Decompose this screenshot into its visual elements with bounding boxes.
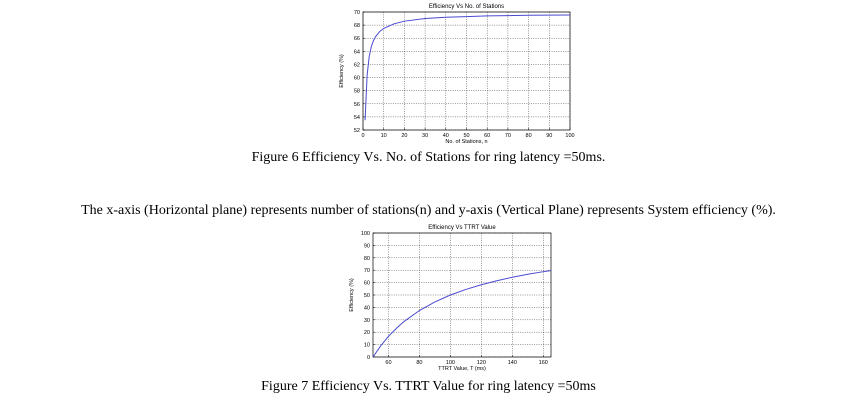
- x-tick-label: 140: [507, 360, 517, 366]
- y-tick-label: 70: [353, 10, 360, 16]
- figure-6-caption: Figure 6 Efficiency Vs. No. of Stations for ring latency =50ms.: [251, 150, 606, 165]
- y-tick-label: 66: [353, 36, 360, 43]
- x-axis-title: TTRT Value, T (ms): [438, 366, 486, 372]
- chart-efficiency-vs-stations: [330, 0, 580, 146]
- y-tick-label: 60: [363, 280, 370, 287]
- x-tick-label: 50: [463, 133, 470, 139]
- chart-title: Efficiency Vs No. of Stations: [428, 4, 505, 10]
- plot-area: [373, 233, 551, 357]
- y-axis-title: Efficiency (%): [349, 278, 355, 312]
- description-paragraph: The x-axis (Horizontal plane) represents number of stations(n) and y-axis (Vertical Plane) represents System efficiency (%).: [81, 203, 776, 218]
- chart-efficiency-vs-ttrt: [330, 222, 565, 372]
- x-tick-label: 70: [504, 133, 511, 139]
- x-tick-label: 0: [361, 133, 365, 139]
- y-tick-label: 54: [353, 114, 360, 121]
- x-tick-label: 100: [445, 360, 455, 366]
- y-tick-label: 60: [353, 75, 360, 82]
- figure-7-caption: Figure 7 Efficiency Vs. TTRT Value for ring latency =50ms: [261, 379, 596, 394]
- x-tick-label: 20: [401, 133, 408, 139]
- x-tick-label: 90: [546, 133, 553, 139]
- y-tick-label: 68: [353, 23, 360, 30]
- y-tick-label: 70: [363, 268, 370, 275]
- y-tick-label: 64: [353, 49, 360, 56]
- y-tick-label: 52: [353, 128, 360, 134]
- plot-area: [363, 12, 570, 130]
- x-tick-label: 60: [484, 133, 491, 139]
- x-tick-label: 80: [525, 133, 532, 139]
- y-tick-label: 90: [363, 243, 370, 250]
- x-tick-label: 100: [565, 133, 575, 139]
- x-tick-label: 60: [385, 360, 392, 366]
- y-tick-label: 80: [363, 255, 370, 262]
- x-tick-label: 10: [380, 133, 387, 139]
- x-tick-label: 120: [476, 360, 486, 366]
- y-tick-label: 58: [353, 88, 360, 95]
- y-tick-label: 100: [360, 231, 370, 237]
- y-tick-label: 62: [353, 62, 360, 69]
- y-axis-title: Efficiency (%): [339, 54, 345, 88]
- x-tick-label: 40: [442, 133, 449, 139]
- y-tick-label: 30: [363, 317, 370, 324]
- chart-title: Efficiency Vs TTRT Value: [428, 225, 496, 231]
- y-tick-label: 56: [353, 101, 360, 108]
- y-tick-label: 20: [363, 330, 370, 337]
- y-tick-label: 50: [363, 293, 370, 299]
- y-tick-label: 10: [363, 342, 370, 349]
- x-tick-label: 160: [538, 360, 548, 366]
- x-tick-label: 80: [416, 360, 423, 366]
- x-axis-title: No. of Stations, n: [445, 139, 488, 145]
- y-tick-label: 0: [366, 355, 370, 361]
- y-tick-label: 40: [363, 305, 370, 312]
- x-tick-label: 30: [422, 133, 429, 139]
